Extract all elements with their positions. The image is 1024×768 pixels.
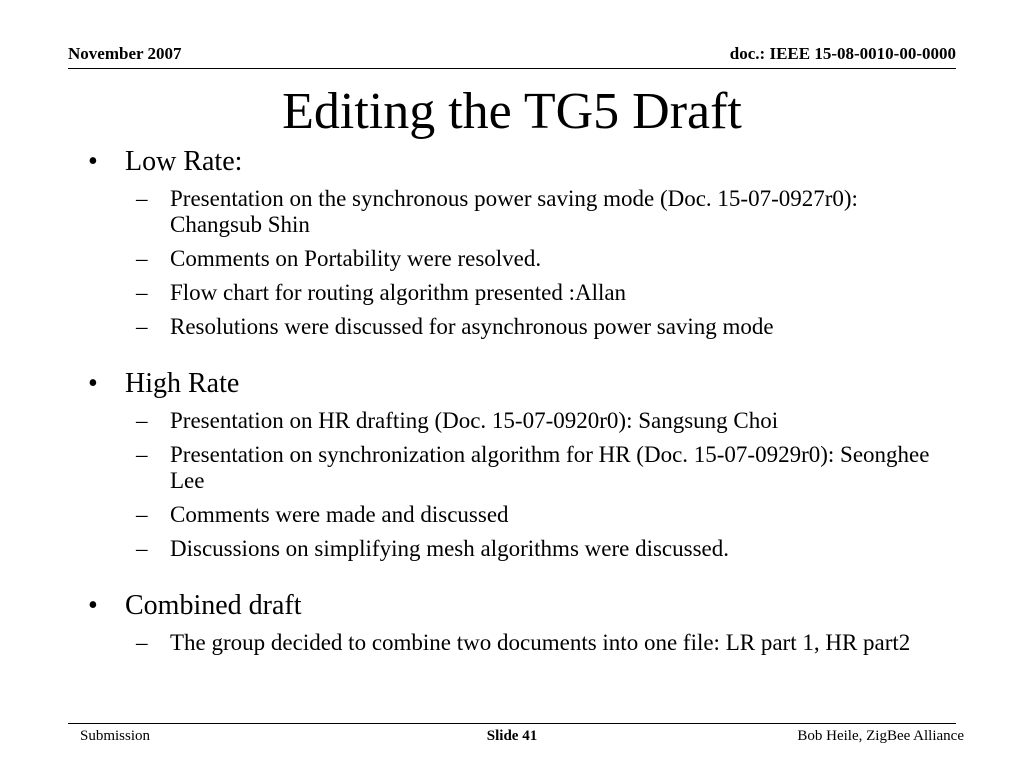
bullet-heading <box>88 146 968 178</box>
sub-item-text: Comments on Portability were resolved. <box>170 246 542 271</box>
dash-glyph: – <box>136 408 148 433</box>
dash-glyph: – <box>136 186 148 211</box>
header-divider <box>68 68 956 69</box>
sub-item <box>88 536 930 562</box>
footer-divider <box>68 723 956 724</box>
dash-glyph: – <box>136 536 148 561</box>
section-low-rate <box>88 146 968 340</box>
footer-slide-number: Slide 41 <box>486 728 538 744</box>
sub-item <box>88 186 930 238</box>
section-combined-draft <box>88 590 968 656</box>
sub-item <box>88 314 930 340</box>
dash-glyph: – <box>136 630 148 655</box>
dash-glyph: – <box>136 502 148 527</box>
sub-item <box>88 502 930 528</box>
section-gap <box>88 562 968 590</box>
bullet-heading <box>88 368 968 400</box>
section-high-rate <box>88 368 968 562</box>
sub-item-text: Presentation on the synchronous power saving mode (Doc. 15-07-0927r0): Changsub Shin <box>170 186 858 237</box>
sub-item <box>88 280 930 306</box>
section-gap <box>88 340 968 368</box>
dash-glyph: – <box>136 314 148 339</box>
sub-item-text: Presentation on synchronization algorithm for HR (Doc. 15-07-0929r0): Seonghee Lee <box>170 442 930 493</box>
slide-title: Editing the TG5 Draft <box>282 83 742 140</box>
header-doc-id: doc.: IEEE 15-08-0010-00-0000 <box>729 44 956 63</box>
dash-glyph: – <box>136 280 148 305</box>
sub-item <box>88 630 930 656</box>
sub-item-text: Discussions on simplifying mesh algorithms were discussed. <box>170 536 729 561</box>
footer-submission: Submission <box>80 728 151 744</box>
sub-item-text: Flow chart for routing algorithm presented :Allan <box>170 280 627 305</box>
slide-content <box>88 146 968 656</box>
sub-item <box>88 442 930 494</box>
heading-text: Low Rate: <box>125 146 243 177</box>
bullet-glyph: • <box>88 146 98 177</box>
dash-glyph: – <box>136 246 148 271</box>
bullet-glyph: • <box>88 368 98 399</box>
dash-glyph: – <box>136 442 148 467</box>
footer-author: Bob Heile, ZigBee Alliance <box>797 728 964 744</box>
sub-item <box>88 408 930 434</box>
sub-item-text: Comments were made and discussed <box>170 502 509 527</box>
heading-text: Combined draft <box>125 590 302 621</box>
bullet-glyph: • <box>88 590 98 621</box>
sub-item <box>88 246 930 272</box>
header-date: November 2007 <box>68 44 182 63</box>
sub-item-text: Presentation on HR drafting (Doc. 15-07-0920r0): Sangsung Choi <box>170 408 779 433</box>
sub-item-text: Resolutions were discussed for asynchronous power saving mode <box>170 314 774 339</box>
bullet-heading <box>88 590 968 622</box>
sub-item-text: The group decided to combine two documents into one file: LR part 1, HR part2 <box>170 630 911 655</box>
heading-text: High Rate <box>125 368 240 399</box>
